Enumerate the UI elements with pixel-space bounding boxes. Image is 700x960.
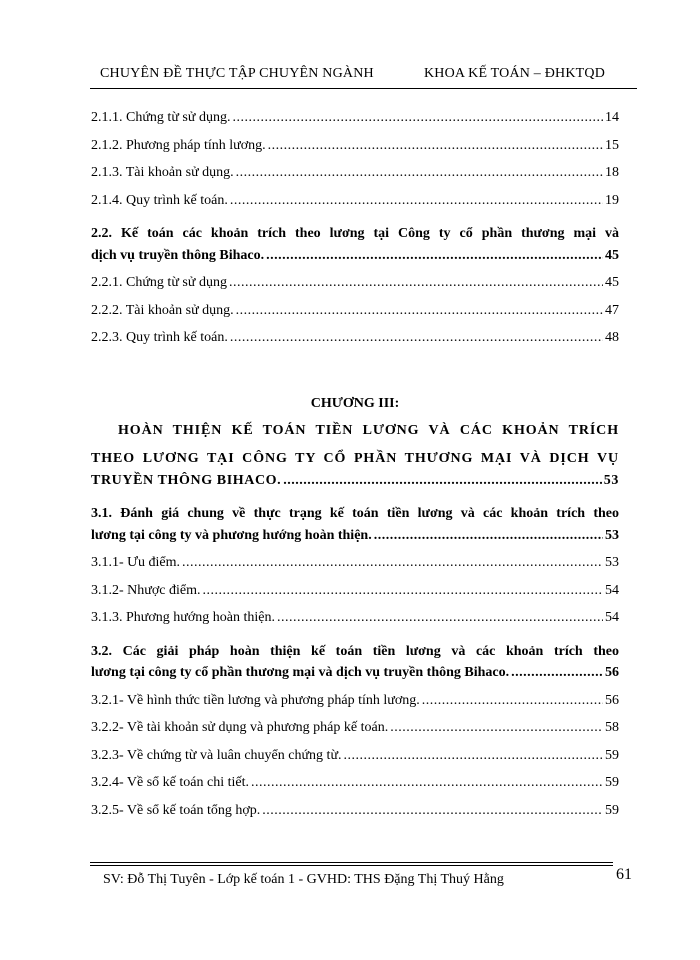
toc-entry: 3.2.1- Về hình thức tiền lương và phương pháp tính lương. ..... 56: [91, 693, 619, 721]
toc-entry: 3.2.3- Về chứng từ và luân chuyển chứng từ. ..... 59: [91, 748, 619, 776]
toc-entry: 2.1.4. Quy trình kế toán. ..... 19: [91, 193, 619, 221]
toc-entry: 2.1.3. Tài khoản sử dụng. ..... 18: [91, 165, 619, 193]
toc-entry-section-2-2: dịch vụ truyền thông Bihaco. ..... 45: [91, 248, 619, 276]
toc-entry: 2.2.3. Quy trình kế toán. ..... 48: [91, 330, 619, 358]
toc-entry: 3.1.2- Nhược điểm. ..... 54: [91, 583, 619, 611]
chapter-heading-line-2: THEO LƯƠNG TẠI CÔNG TY CỔ PHẦN THƯƠNG MẠI VÀ DỊCH VỤ: [91, 450, 619, 466]
toc-entry: 3.2.2- Về tài khoản sử dụng và phương pháp kế toán. ..... 58: [91, 720, 619, 748]
toc-entry: 3.2.5- Về sổ kế toán tổng hợp. ..... 59: [91, 803, 619, 831]
section-2-2-title: 2.2. Kế toán các khoản trích theo lương tại Công ty cổ phần thương mại và: [91, 226, 619, 241]
leader-dots: [277, 610, 603, 626]
leader-dots: [268, 138, 603, 154]
toc-entry-section-3-1: lương tại công ty và phương hướng hoàn thiện. ..... 53: [91, 528, 619, 556]
leader-dots: [230, 193, 603, 209]
chapter-title: CHƯƠNG III:: [310, 395, 400, 411]
leader-dots: [232, 110, 603, 126]
toc-entry-chapter-3: TRUYỀN THÔNG BIHACO. ..... 53: [91, 473, 619, 501]
leader-dots: [236, 303, 603, 319]
leader-dots: [229, 275, 603, 291]
toc-entry-section-3-2: lương tại công ty cổ phần thương mại và dịch vụ truyền thông Bihaco. ..... 56: [91, 665, 619, 693]
table-of-contents: [91, 110, 619, 830]
leader-dots: [390, 720, 603, 736]
toc-entry: 3.1.3. Phương hướng hoàn thiện. ..... 54: [91, 610, 619, 638]
header-right: KHOA KẾ TOÁN – ĐHKTQD: [424, 66, 606, 81]
header-divider: [90, 88, 637, 89]
footer-divider: [90, 865, 613, 866]
toc-entry: 2.2.1. Chứng từ sử dụng ..... 45: [91, 275, 619, 303]
leader-dots: [374, 528, 603, 544]
leader-dots: [251, 775, 603, 791]
toc-entry: 3.1.1- Ưu điểm. ..... 53: [91, 555, 619, 583]
leader-dots: [262, 803, 603, 819]
leader-dots: [511, 665, 603, 681]
leader-dots: [344, 748, 603, 764]
section-3-1-title: 3.1. Đánh giá chung về thực trạng kế toán tiền lương và các khoản trích theo: [91, 506, 619, 521]
leader-dots: [202, 583, 603, 599]
section-3-2-title: 3.2. Các giải pháp hoàn thiện kế toán tiền lương và các khoản trích theo: [91, 643, 619, 659]
leader-dots: [230, 330, 603, 346]
leader-dots: [236, 165, 603, 181]
leader-dots: [266, 248, 603, 264]
chapter-heading-line-1: HOÀN THIỆN KẾ TOÁN TIỀN LƯƠNG VÀ CÁC KHOẢN TRÍCH: [118, 422, 619, 438]
leader-dots: [422, 693, 603, 709]
leader-dots: [283, 473, 602, 489]
toc-entry: 2.2.2. Tài khoản sử dụng. ..... 47: [91, 303, 619, 331]
page-number: 61: [616, 866, 632, 883]
leader-dots: [182, 555, 603, 571]
toc-entry: 2.1.1. Chứng từ sử dụng. ..... 14: [91, 110, 619, 138]
footer-text: SV: Đỗ Thị Tuyên - Lớp kế toán 1 - GVHD: THS Đặng Thị Thuý Hằng: [103, 872, 504, 887]
header-left: CHUYÊN ĐỀ THỰC TẬP CHUYÊN NGÀNH: [100, 66, 374, 81]
toc-entry: 2.1.2. Phương pháp tính lương. ..... 15: [91, 138, 619, 166]
footer-divider: [90, 862, 613, 863]
toc-entry: 3.2.4- Về sổ kế toán chi tiết. ..... 59: [91, 775, 619, 803]
